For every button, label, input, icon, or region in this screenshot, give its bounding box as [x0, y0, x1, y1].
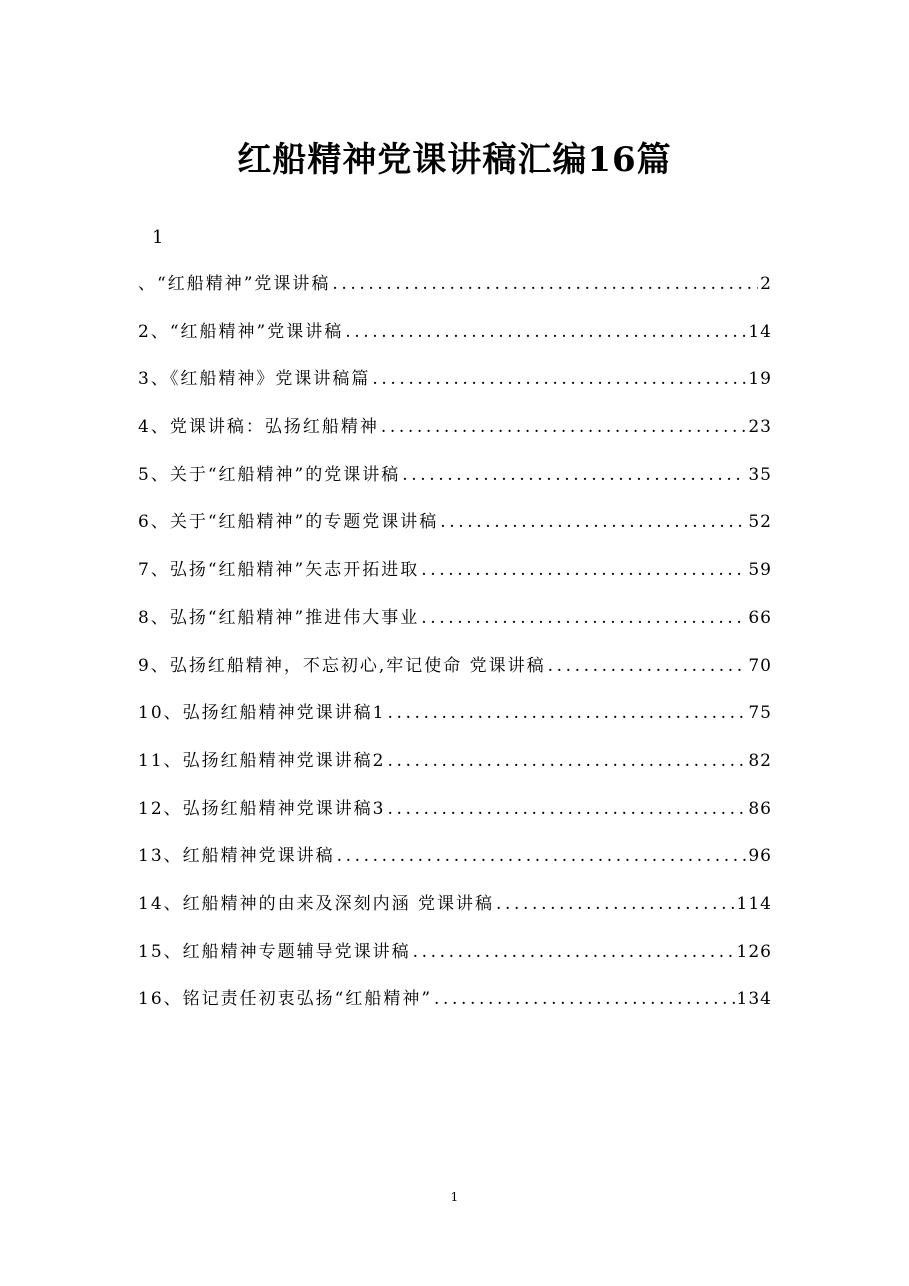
toc-entry-page: 23 — [748, 417, 772, 438]
toc-entry-page: 14 — [748, 321, 772, 342]
toc-dot-leader — [387, 699, 746, 727]
toc-entry-page: 66 — [748, 607, 772, 628]
toc-dot-leader — [332, 270, 758, 298]
toc-dot-leader — [548, 652, 747, 680]
toc-entry[interactable] — [138, 556, 772, 604]
toc-entry[interactable] — [138, 747, 772, 795]
toc-entry[interactable] — [138, 652, 772, 700]
toc-entry[interactable] — [138, 795, 772, 843]
toc-dot-leader — [337, 842, 747, 870]
toc-dot-leader — [421, 556, 746, 584]
toc-dot-leader — [345, 318, 746, 346]
toc-entry[interactable] — [138, 413, 772, 461]
toc-entry-page: 134 — [736, 989, 772, 1010]
toc-entry[interactable] — [138, 604, 772, 652]
toc-entry-title: 4、党课讲稿：弘扬红船精神 — [138, 417, 379, 438]
footer-page-number: 1 — [450, 1190, 459, 1204]
toc-entry-page: 35 — [748, 464, 772, 485]
toc-lead-number: 1 — [152, 227, 164, 248]
toc-entry-page: 19 — [748, 369, 772, 390]
toc-entry[interactable] — [138, 461, 772, 509]
toc-entry[interactable] — [138, 890, 772, 938]
toc-entry[interactable] — [138, 365, 772, 413]
toc-entry-title: 10、弘扬红船精神党课讲稿1 — [138, 703, 386, 724]
toc-entry-page: 126 — [736, 941, 772, 962]
document-title: 红船精神党课讲稿汇编16篇 — [237, 139, 672, 180]
toc-entry-title: 3、《红船精神》党课讲稿篇 — [138, 369, 371, 390]
toc-entry-page: 70 — [748, 655, 772, 676]
toc-entry-page: 82 — [748, 750, 772, 771]
toc-entry-title: 13、红船精神党课讲稿 — [138, 846, 335, 867]
toc-entry-title: 、“红船精神”党课讲稿 — [138, 274, 331, 294]
toc-entry-title: 9、弘扬红船精神，不忘初心,牢记使命 党课讲稿 — [138, 655, 546, 676]
toc-entry-page: 96 — [748, 846, 772, 867]
toc-entry-page: 75 — [748, 703, 772, 724]
toc-dot-leader — [387, 795, 746, 823]
toc-entry-page: 114 — [736, 893, 772, 914]
toc-entry-title: 11、弘扬红船精神党课讲稿2 — [138, 750, 386, 771]
toc-entry[interactable] — [138, 318, 772, 366]
toc-dot-leader — [421, 604, 746, 632]
toc-entry-title: 7、弘扬“红船精神”矢志开拓进取 — [138, 560, 420, 581]
toc-dot-leader — [413, 938, 735, 966]
toc-entry[interactable] — [138, 699, 772, 747]
toc-entry-title: 12、弘扬红船精神党课讲稿3 — [138, 798, 386, 819]
toc-dot-leader — [434, 985, 735, 1013]
toc-entry-title: 8、弘扬“红船精神”推进伟大事业 — [138, 607, 420, 628]
toc-dot-leader — [381, 413, 747, 441]
toc-entry-title: 15、红船精神专题辅导党课讲稿 — [138, 941, 411, 962]
toc-dot-leader — [440, 508, 746, 536]
toc-dot-leader — [402, 461, 746, 489]
toc-entry-title: 2、“红船精神”党课讲稿 — [138, 321, 344, 342]
toc-entry-page: 2 — [760, 274, 772, 294]
toc-dot-leader — [372, 365, 746, 393]
toc-entry-title: 14、红船精神的由来及深刻内涵 党课讲稿 — [138, 893, 495, 914]
toc-entry-title: 16、铭记责任初衷弘扬“红船精神” — [138, 989, 433, 1010]
toc-entry-title: 5、关于“红船精神”的党课讲稿 — [138, 464, 401, 485]
toc-entry[interactable] — [138, 842, 772, 890]
toc-dot-leader — [387, 747, 746, 775]
table-of-contents — [138, 270, 772, 1033]
toc-entry[interactable] — [138, 508, 772, 556]
toc-dot-leader — [496, 890, 735, 918]
toc-entry[interactable] — [138, 270, 772, 318]
toc-entry[interactable] — [138, 938, 772, 986]
toc-entry-title: 6、关于“红船精神”的专题党课讲稿 — [138, 512, 439, 533]
toc-entry[interactable] — [138, 985, 772, 1033]
toc-entry-page: 52 — [748, 512, 772, 533]
toc-entry-page: 59 — [748, 560, 772, 581]
toc-entry-page: 86 — [748, 798, 772, 819]
